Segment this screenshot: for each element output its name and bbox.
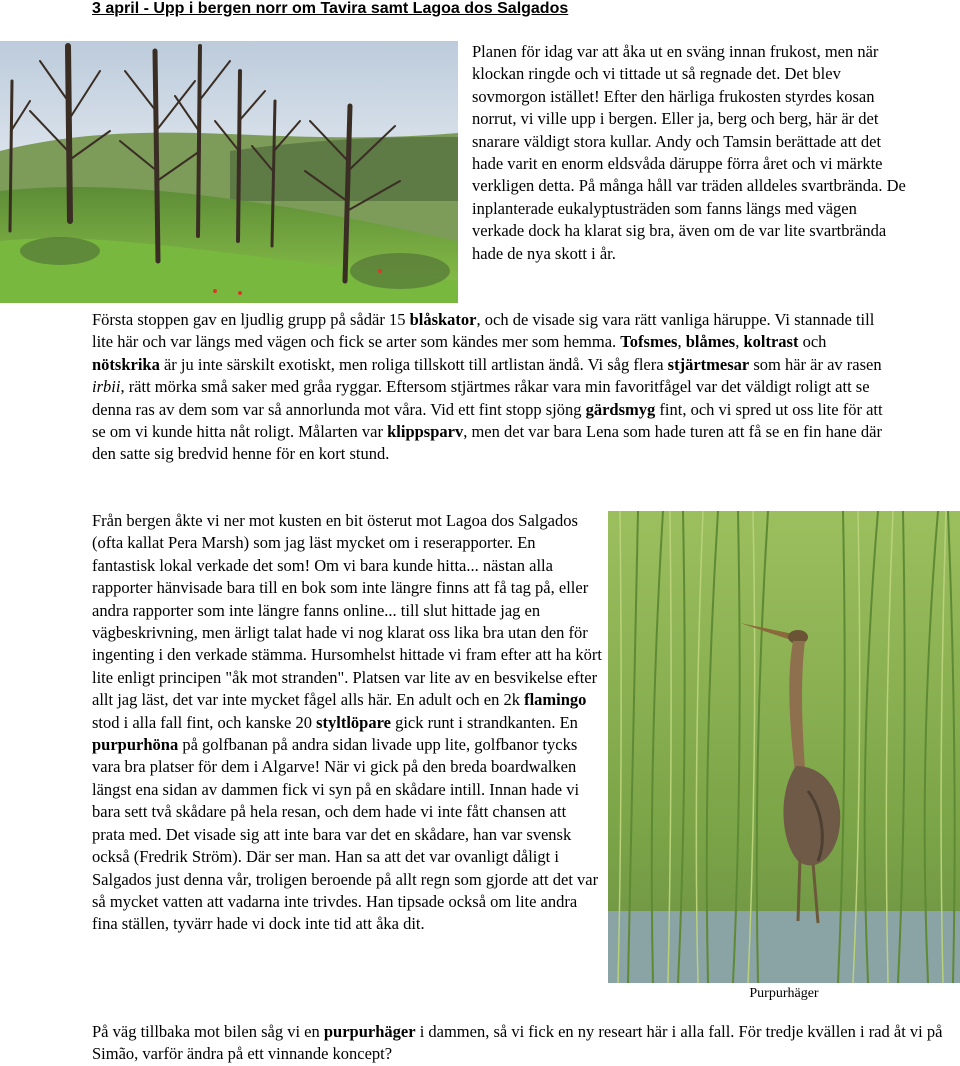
species-name: stjärtmesar xyxy=(667,354,750,374)
heron-caption: Purpurhäger xyxy=(749,986,819,1001)
species-name: klippsparv xyxy=(387,422,464,442)
species-name: purpurhäger xyxy=(323,1022,416,1041)
text-run: På väg tillbaka mot bilen såg vi en xyxy=(92,1022,324,1041)
text-run: på golfbanan på andra sidan livade upp lite, golfbanor tycks vara bra platser för dem i Algarve! När vi gick på den breda boardwalken längst ena sidan av dammen fick vi syn på en skådare intill. Innan hade vi bara sett två skådare på hela resan, och dem hade vi inte fått chansen att prata med. Det visade sig att inte bara var det en skådare, han var svensk också (Fredrik Ström). Där ser man. Han sa att det var ovanligt dåligt i Salgados just denna vår, troligen beroende på allt regn som gjorde att det var så mycket vatten att vadarna inte trivdes. Han tipsade också om lite andra fina ställen, tyvärr hade vi dock inte tid att åka dit. xyxy=(92,735,599,934)
text-run: i dammen, så vi fick en ny researt här i alla fall. För tredje kvällen i rad åt vi på Simão, varför ändra på ett vinnande koncept? xyxy=(92,1022,943,1064)
species-name: blåmes xyxy=(685,332,736,352)
text-run: Planen för idag var att åka ut en sväng innan frukost, men när klockan ringde och vi tittade ut så regnade det. Det blev sovmorgon istället! Efter den härliga frukosten styrdes kosan norrut, vi ville upp i bergen. Eller ja, berg och berg, här är det snarare väldigt stora kullar. Andy och Tamsin berättade att det hade varit en enorm eldsvåda däruppe förra året och vi märkte verkligen detta. På många håll var träden alldeles svartbrända. De inplanterade eukalyptusträden som fanns längs med vägen verkade dock ha klarat sig bra, även om de var lite svartbrända hade de nya skott i år. xyxy=(472,42,906,263)
species-name: koltrast xyxy=(743,332,799,352)
text-run: , xyxy=(735,332,744,352)
text-run: , men det var bara Lena som hade turen att få se en fin hane där den satte sig bredvid henne för en kort stund. xyxy=(92,422,882,464)
species-name: blåskator xyxy=(409,310,477,329)
intro-paragraph xyxy=(472,41,912,265)
species-name: nötskrika xyxy=(92,354,160,374)
text-run: , rätt mörka små saker med gråa ryggar. Eftersom stjärtmes råkar vara min favoritfågel var det väldigt roligt att se denna ras av dem som var så annorlunda mot våra. Vid ett fint stopp sjöng xyxy=(92,377,870,419)
species-name: purpurhöna xyxy=(92,735,179,755)
text-run: stod i alla fall fint, och kanske 20 xyxy=(92,712,317,732)
text-run: fint, och vi spred ut oss lite för att se om vi kunde hitta nåt roligt. Målarten var xyxy=(92,399,883,442)
species-name: gärdsmyg xyxy=(585,399,656,419)
mountain-paragraph xyxy=(92,309,892,466)
page-title: 3 april - Upp i bergen norr om Tavira samt Lagoa dos Salgados xyxy=(92,0,569,17)
species-name: flamingo xyxy=(524,690,587,710)
text-run: är ju inte särskilt exotiskt, men roliga tillskott till artlistan ändå. Vi såg flera xyxy=(159,354,668,374)
text-run: Från bergen åkte vi ner mot kusten en bit österut mot Lagoa dos Salgados (ofta kallat Pera Marsh) som jag läst mycket om i reserapporter. En fantastisk lokal verkade det som! Om vi bara kunde hitta... nästan alla rapporter hänvisade bara till en bok som inte längre finns att få tag på, eller andra rapporter som inte längre fanns online... till slut hittade jag en vägbeskrivning, men ärligt talat hade vi nog klarat oss lika bra utan den för ingenting i den verkade stämma. Hursomhelst hittade vi fram efter att ha kört lite enligt principen "åk mot stranden". Platsen var lite av en besvikelse efter allt jag läst, det var inte mycket fågel alls här. En adult och en 2k xyxy=(92,511,602,710)
purple-heron-photo xyxy=(608,511,960,983)
text-run: , och de visade sig vara rätt vanliga häruppe. Vi stannade till lite här och var längs med vägen och fick se arter som kändes mer som hemma. xyxy=(92,310,875,352)
closing-paragraph xyxy=(92,1021,952,1066)
species-name: Tofsmes xyxy=(620,332,678,352)
species-name: styltlöpare xyxy=(316,712,391,732)
text-run: och xyxy=(798,332,827,352)
burnt-hillside-photo xyxy=(0,41,458,303)
text-run: Första stoppen gav en ljudlig grupp på sådär 15 xyxy=(92,310,410,329)
text-run: gick runt i strandkanten. En xyxy=(390,712,578,732)
text-run: , xyxy=(677,332,686,352)
subspecies-name: irbii xyxy=(92,377,121,397)
salgados-paragraph xyxy=(92,510,602,936)
text-run: som här är av rasen xyxy=(749,354,882,374)
